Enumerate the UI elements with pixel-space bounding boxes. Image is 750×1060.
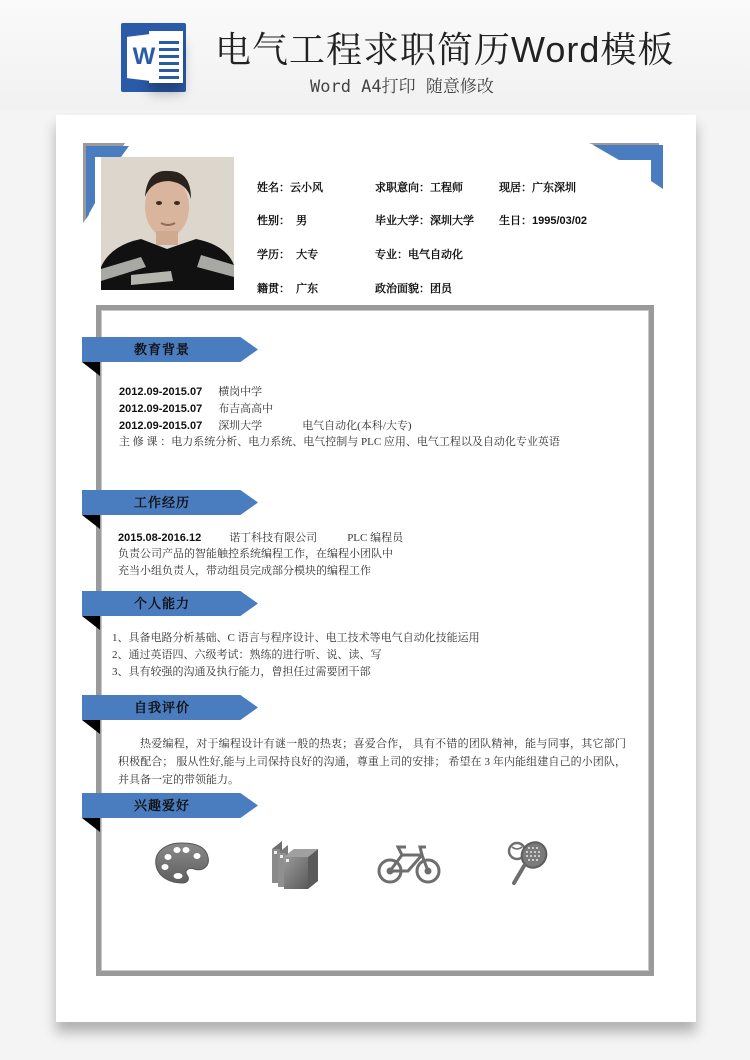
education-courses: 主 修 课 ：电力系统分析、电力系统、电气控制与 PLC 应用、电气工程以及自动化专业英语 xyxy=(119,436,560,448)
info-hometown: 籍贯： 广东 xyxy=(257,283,319,295)
info-major: 专业：电气自动化 xyxy=(375,249,463,261)
banner xyxy=(0,0,750,110)
section-header-self-evaluation: 自我评价 xyxy=(82,695,258,720)
info-gender: 性别： 男 xyxy=(257,215,308,227)
info-name: 姓名：云小风 xyxy=(257,182,323,194)
self-evaluation-text: 热爱编程，对于编程设计有谜一般的热衷；喜爱合作， 具有不错的团队精神，能与同事，其它部门积极配合； 服从性好,能与上司保持良好的沟通，尊重上司的安排； 希望在 3 年内能组建自己的小团队，并具备一定的带领能力。 xyxy=(118,738,626,786)
info-birthday: 生日：1995/03/02 xyxy=(499,215,588,227)
banner-title: 电气工程求职简历Word模板 xyxy=(215,29,675,70)
info-university: 毕业大学：深圳大学 xyxy=(375,215,474,227)
info-job-intention: 求职意向：工程师 xyxy=(375,182,463,194)
work-description: 充当小组负责人，带动组员完成部分模块的编程工作 xyxy=(118,565,371,577)
word-icon: W xyxy=(121,23,186,92)
education-entry: 2012.09-2015.07 布吉高高中 xyxy=(119,403,274,415)
skill-item: 1、具备电路分析基础、C 语言与程序设计、电工技术等电气自动化技能运用 xyxy=(112,632,480,644)
corner-decoration-top-right xyxy=(589,143,665,189)
education-entry: 2012.09-2015.07 横岗中学 xyxy=(119,386,263,398)
skill-item: 3、具有较强的沟通及执行能力，曾担任过需要团干部 xyxy=(112,666,371,678)
work-entry-header: 2015.08-2016.12 诺丁科技有限公司 PLC 编程员 xyxy=(118,532,404,544)
info-education-level: 学历： 大专 xyxy=(257,249,319,261)
section-header-education: 教育背景 xyxy=(82,337,258,362)
education-entry: 2012.09-2015.07 深圳大学 电气自动化(本科/大专) xyxy=(119,420,412,432)
section-header-skills: 个人能力 xyxy=(82,591,258,616)
work-description: 负责公司产品的智能触控系统编程工作，在编程小团队中 xyxy=(118,548,393,560)
section-header-hobbies: 兴趣爱好 xyxy=(82,793,258,818)
bicycle-icon xyxy=(376,837,442,889)
info-political-status: 政治面貌：团员 xyxy=(375,283,452,295)
profile-photo xyxy=(101,157,234,290)
palette-icon xyxy=(152,837,212,889)
books-icon xyxy=(268,837,328,889)
banner-subtitle: Word A4打印 随意修改 xyxy=(310,77,494,97)
info-residence: 现居：广东深圳 xyxy=(499,182,576,194)
skill-item: 2、通过英语四、六级考试：熟练的进行听、说、读、写 xyxy=(112,649,382,661)
tennis-racket-icon xyxy=(504,837,554,889)
section-header-work: 工作经历 xyxy=(82,490,258,515)
resume-page xyxy=(56,115,696,1022)
